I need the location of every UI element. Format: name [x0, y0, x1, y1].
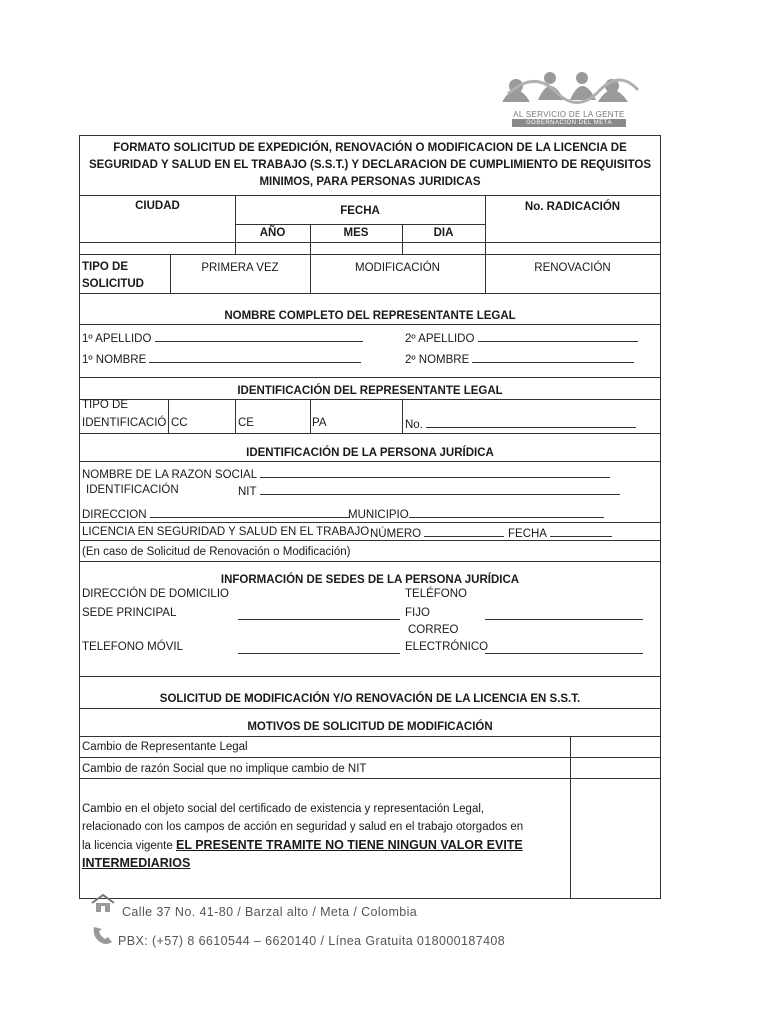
- licencia-label: LICENCIA EN SEGURIDAD Y SALUD EN EL TRABAJO: [82, 526, 370, 538]
- correo-label: CORREO: [408, 624, 459, 636]
- title-line: FORMATO SOLICITUD DE EXPEDICIÓN, RENOVACIÓN O MODIFICACION DE LA LICENCIA DE: [113, 142, 627, 154]
- id-number-field[interactable]: [405, 416, 636, 432]
- persona-juridica-heading: IDENTIFICACIÓN DE LA PERSONA JURÍDICA: [246, 447, 494, 459]
- tipo-solicitud-label-2: SOLICITUD: [82, 278, 144, 290]
- motivo-objeto-social-2: relacionado con los campos de acción en seguridad y salud en el trabajo otorgados en: [82, 821, 524, 833]
- check-razon-social[interactable]: [572, 761, 656, 775]
- nit-field[interactable]: [238, 483, 620, 499]
- cc-option[interactable]: CC: [171, 417, 188, 429]
- pa-option[interactable]: PA: [312, 417, 327, 429]
- tipo-solicitud-label-1: TIPO DE: [82, 261, 129, 273]
- id-number-label: No.: [405, 419, 423, 431]
- identificacion-label: IDENTIFICACIÓN: [86, 484, 179, 496]
- numero-label: NÚMERO: [370, 528, 422, 540]
- motivo-objeto-social-1: Cambio en el objeto social del certificado de existencia y representación Legal,: [82, 803, 485, 815]
- nombre1-label: 1º NOMBRE: [82, 354, 147, 366]
- apellido1-field[interactable]: [82, 330, 363, 346]
- telefono-fijo-input[interactable]: [485, 608, 643, 620]
- mes-label: MES: [343, 227, 369, 239]
- phone-icon: [90, 924, 116, 946]
- ce-option[interactable]: CE: [238, 417, 254, 429]
- apellido2-label: 2º APELLIDO: [405, 333, 475, 345]
- home-icon: [90, 893, 116, 913]
- dia-label: DIA: [433, 227, 454, 239]
- razon-social-field[interactable]: [82, 466, 610, 482]
- motivo-representante: Cambio de Representante Legal: [82, 741, 248, 753]
- correo-electronico-input[interactable]: [485, 642, 643, 654]
- motivo-objeto-social-3: [82, 838, 523, 853]
- telefono-movil-input[interactable]: [238, 642, 400, 654]
- licencia-fecha-field[interactable]: [508, 525, 612, 541]
- fecha-label: FECHA: [340, 205, 380, 217]
- nombre1-field[interactable]: [82, 351, 361, 367]
- nombre2-field[interactable]: [405, 351, 634, 367]
- telefono-label: TELÉFONO: [405, 588, 467, 600]
- municipio-field[interactable]: [348, 506, 604, 522]
- no-cost-notice-1: EL PRESENTE TRAMITE NO TIENE NINGUN VALOR EVITE: [175, 838, 523, 852]
- renovacion-option[interactable]: RENOVACIÓN: [534, 262, 611, 274]
- direccion-field[interactable]: [82, 506, 350, 522]
- logo: [494, 68, 654, 138]
- radicacion-label: No. RADICACIÓN: [524, 201, 621, 213]
- request-form: [79, 135, 661, 899]
- tipo-identificacion-label-2: IDENTIFICACIÓ: [82, 417, 167, 429]
- solicitud-mod-heading: SOLICITUD DE MODIFICACIÓN Y/O RENOVACIÓN DE LA LICENCIA EN S.S.T.: [159, 693, 581, 705]
- nombre2-label: 2º NOMBRE: [405, 354, 470, 366]
- telefono-movil-label: TELEFONO MÓVIL: [82, 641, 183, 653]
- footer-address: Calle 37 No. 41-80 / Barzal alto / Meta / Colombia: [122, 905, 418, 919]
- municipio-label: MUNICIPIO: [348, 509, 409, 521]
- motivos-heading: MOTIVOS DE SOLICITUD DE MODIFICACIÓN: [247, 721, 493, 733]
- fijo-label: FIJO: [405, 607, 430, 619]
- title-line: SEGURIDAD Y SALUD EN EL TRABAJO (S.S.T.) Y DECLARACION DE CUMPLIMIENTO DE REQUISITOS: [88, 159, 652, 171]
- electronico-label: ELECTRÓNICO: [405, 641, 489, 653]
- motivo-razon-social: Cambio de razón Social que no implique cambio de NIT: [82, 763, 367, 775]
- sede-principal-label: SEDE PRINCIPAL: [82, 607, 177, 619]
- sede-principal-input[interactable]: [238, 608, 400, 620]
- nit-label: NIT: [238, 486, 257, 498]
- form-title: [80, 140, 660, 191]
- sedes-heading: INFORMACIÓN DE SEDES DE LA PERSONA JURÍDICA: [220, 574, 520, 586]
- logo-slogan: AL SERVICIO DE LA GENTE: [513, 110, 625, 119]
- check-representante[interactable]: [572, 740, 656, 754]
- identificacion-rep-heading: IDENTIFICACIÓN DEL REPRESENTANTE LEGAL: [237, 385, 503, 397]
- logo-figures-icon: [494, 68, 644, 110]
- footer-phone: PBX: (+57) 8 6610544 – 6620140 / Línea Gratuita 018000187408: [118, 934, 506, 948]
- licencia-numero-field[interactable]: [370, 525, 504, 541]
- motivo-objeto-social-3-text: la licencia vigente: [82, 840, 173, 852]
- apellido1-label: 1º APELLIDO: [82, 333, 152, 345]
- ano-label: AÑO: [259, 227, 286, 239]
- title-line: MINIMOS, PARA PERSONAS JURIDICAS: [259, 176, 481, 188]
- representante-heading: NOMBRE COMPLETO DEL REPRESENTANTE LEGAL: [224, 310, 516, 322]
- check-objeto-social[interactable]: [572, 782, 656, 892]
- primera-vez-option[interactable]: PRIMERA VEZ: [201, 262, 279, 274]
- razon-social-label: NOMBRE DE LA RAZON SOCIAL: [82, 469, 257, 481]
- modificacion-option[interactable]: MODIFICACIÓN: [355, 262, 440, 274]
- fecha-label: FECHA: [508, 528, 547, 540]
- renovacion-note: (En caso de Solicitud de Renovación o Modificación): [82, 546, 351, 558]
- logo-entity: GOBERNACIÓN DEL META: [512, 119, 626, 127]
- direccion-label: DIRECCION: [82, 509, 147, 521]
- direccion-domicilio-label: DIRECCIÓN DE DOMICILIO: [82, 588, 229, 600]
- no-cost-notice-2: INTERMEDIARIOS: [82, 856, 191, 870]
- tipo-identificacion-label-1: TIPO DE: [82, 399, 129, 411]
- apellido2-field[interactable]: [405, 330, 638, 346]
- ciudad-label: CIUDAD: [135, 200, 180, 212]
